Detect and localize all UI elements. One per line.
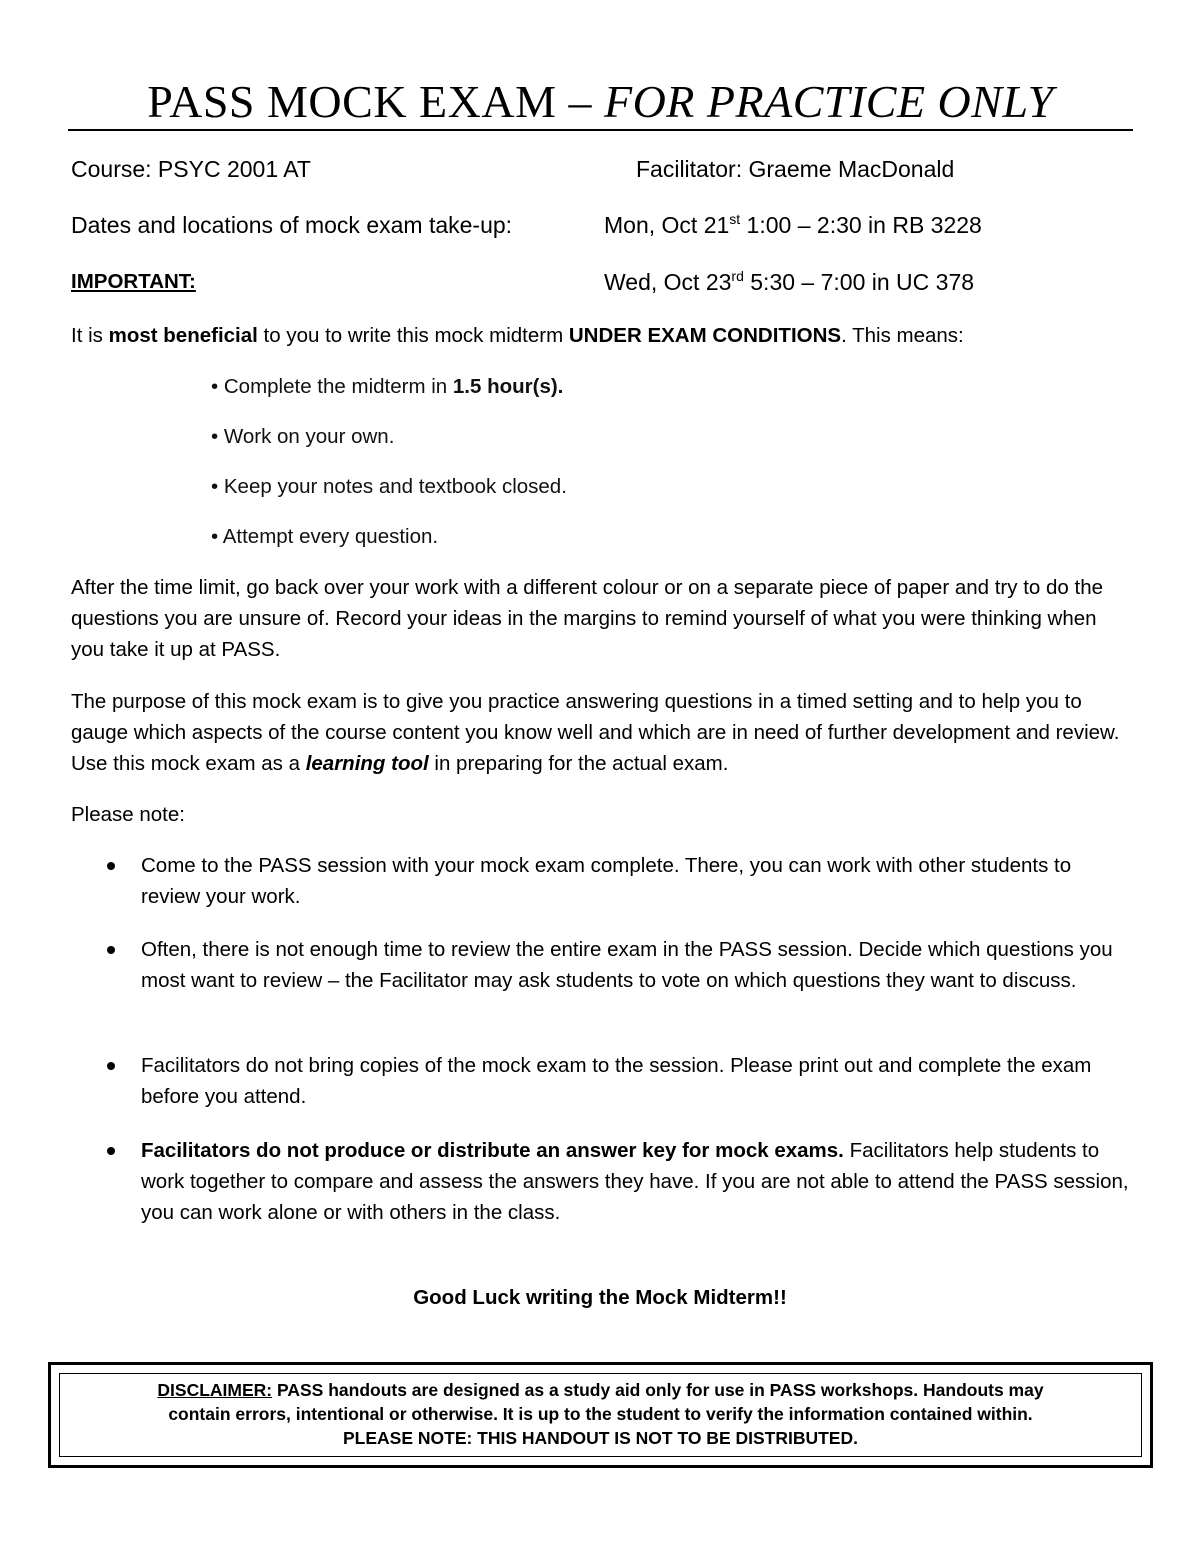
intro-text-3: . This means:	[841, 324, 964, 347]
purpose-emphasis: learning tool	[305, 752, 429, 775]
disclaimer-label: DISCLAIMER:	[157, 1380, 273, 1400]
dates-label	[71, 211, 512, 239]
disclaimer-line-1	[60, 1378, 1141, 1402]
dates-label-text: Dates and locations of mock exam take-up:	[71, 212, 513, 238]
disclaimer-box	[48, 1362, 1153, 1468]
important-text: IMPORTANT:	[71, 270, 196, 293]
date-2-pre: Wed, Oct 23	[604, 269, 732, 295]
intro-bold-1: most beneficial	[108, 324, 258, 347]
good-luck-message: Good Luck writing the Mock Midterm!!	[413, 1286, 787, 1309]
date-1	[604, 211, 982, 239]
date-1-sup: st	[729, 211, 741, 227]
bullet-dot	[107, 1147, 115, 1155]
bullet-dot	[107, 946, 115, 954]
course-line: Course: PSYC 2001 AT	[71, 156, 311, 182]
bullet-dot	[107, 862, 115, 870]
page-title	[68, 74, 1133, 130]
purpose-text: The purpose of this mock exam is to give you practice answering questions in a timed setting and to help you to gauge which aspects of the course content you know well and which are in need of further development and review. Use this mock exam as a	[71, 690, 1120, 775]
facilitator-line: Facilitator: Graeme MacDonald	[636, 156, 955, 182]
disclaimer-line-3: PLEASE NOTE: THIS HANDOUT IS NOT TO BE DISTRIBUTED.	[343, 1428, 858, 1448]
condition-3: • Keep your notes and textbook closed.	[211, 475, 567, 498]
intro-text-1: It is	[71, 324, 109, 347]
date-2-post: 5:30 – 7:00 in UC 378	[743, 269, 975, 295]
condition-1	[211, 373, 563, 401]
title-rule	[68, 129, 1133, 131]
please-note: Please note:	[71, 803, 185, 826]
purpose-text-end: in preparing for the actual exam.	[428, 752, 729, 775]
condition-4: • Attempt every question.	[211, 525, 439, 548]
bullet-dot	[107, 1062, 115, 1070]
note-3: Facilitators do not bring copies of the mock exam to the session. Please print out and complete the exam before you attend.	[141, 1054, 1092, 1108]
condition-1-bold: 1.5 hour(s).	[452, 375, 564, 398]
disclaimer-line-2: contain errors, intentional or otherwise. It is up to the student to verify the information contained within.	[168, 1404, 1033, 1424]
note-4	[141, 1135, 1136, 1228]
date-1-pre: Mon, Oct 21	[604, 212, 730, 238]
note-1: Come to the PASS session with your mock exam complete. There, you can work with other students to review your work.	[141, 854, 1072, 908]
condition-1-text: • Complete the midterm in	[211, 375, 453, 398]
purpose-paragraph	[71, 686, 1133, 779]
intro-text-2: to you to write this mock midterm	[257, 324, 569, 347]
after-paragraph: After the time limit, go back over your work with a different colour or on a separate piece of paper and try to do the questions you are unsure of. Record your ideas in the margins to remind yourself of what you were thinking when you take it up at PASS.	[71, 576, 1103, 661]
date-2	[604, 268, 974, 296]
date-1-post: 1:00 – 2:30 in RB 3228	[740, 212, 982, 238]
note-4-bold: Facilitators do not produce or distribute an answer key for mock exams.	[141, 1139, 844, 1162]
intro-bold-2: UNDER EXAM CONDITIONS	[568, 324, 842, 347]
important-label	[71, 268, 196, 296]
condition-2: • Work on your own.	[211, 425, 395, 448]
note-4-text: Facilitators help students to work together to compare and assess the answers they have. If you are not able to attend the PASS session, you can work alone or with others in the class.	[141, 1139, 1129, 1224]
disclaimer-text-1: PASS handouts are designed as a study aid only for use in PASS workshops. Handouts may	[272, 1380, 1044, 1400]
disclaimer-inner	[59, 1373, 1142, 1457]
note-2: Often, there is not enough time to review the entire exam in the PASS session. Decide which questions you most want to review – the Facilitator may ask students to vote on which questions they want to discuss.	[141, 938, 1113, 992]
title-italic: FOR PRACTICE ONLY	[603, 76, 1054, 127]
date-2-sup: rd	[731, 268, 744, 284]
title-main: PASS MOCK EXAM –	[147, 76, 604, 127]
intro-paragraph	[71, 320, 1133, 351]
